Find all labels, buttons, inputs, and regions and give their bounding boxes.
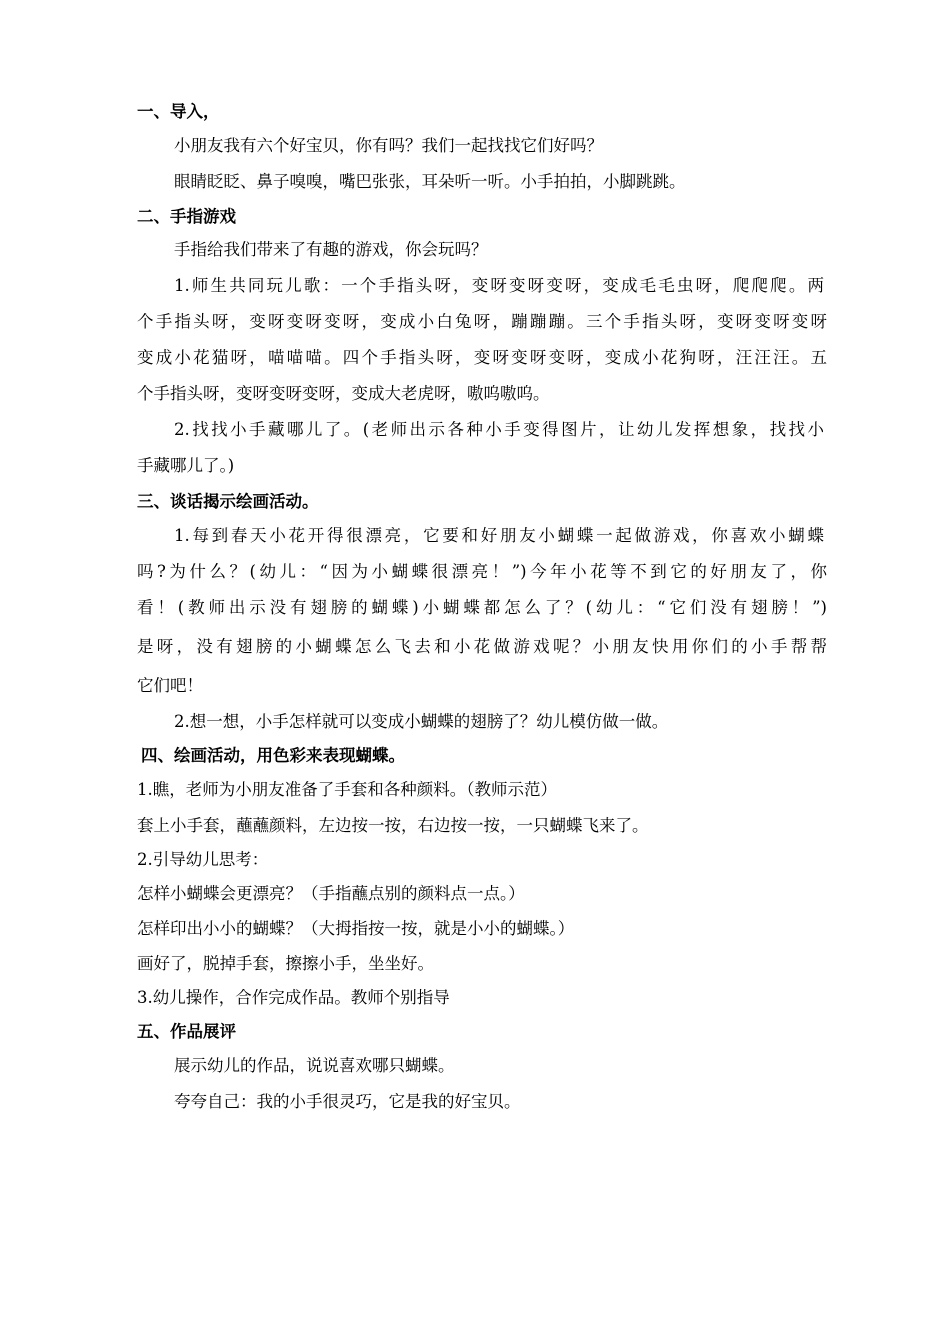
section-heading-talk: 三、谈话揭示绘画活动。: [137, 492, 319, 511]
paragraph-line: 个手指头呀，变呀变呀变呀，变成小白兔呀，蹦蹦蹦。三个手指头呀，变呀变呀变呀: [137, 312, 827, 331]
section-heading-showcase: 五、作品展评: [137, 1022, 236, 1041]
paragraph-line: 画好了，脱掉手套，擦擦小手，坐坐好。: [137, 954, 434, 973]
paragraph-line: 1.每到春天小花开得很漂亮，它要和好朋友小蝴蝶一起做游戏，你喜欢小蝴蝶: [174, 526, 824, 545]
paragraph-line: 1.师生共同玩儿歌：一个手指头呀，变呀变呀变呀，变成毛毛虫呀，爬爬爬。两: [174, 276, 824, 295]
paragraph-line: 看！(教师出示没有翅膀的蝴蝶)小蝴蝶都怎么了？(幼儿：“它们没有翅膀！”): [137, 598, 827, 617]
section-heading-painting: 四、绘画活动，用色彩来表现蝴蝶。: [141, 746, 405, 765]
paragraph-line: 2.找找小手藏哪儿了。(老师出示各种小手变得图片，让幼儿发挥想象，找找小: [174, 420, 824, 439]
paragraph-line: 2.想一想，小手怎样就可以变成小蝴蝶的翅膀了？幼儿模仿做一做。: [174, 712, 669, 731]
paragraph-line: 3.幼儿操作，合作完成作品。教师个别指导: [137, 988, 450, 1007]
section-heading-intro: 一、导入，: [137, 102, 220, 121]
paragraph-line: 夸夸自己：我的小手很灵巧，它是我的好宝贝。: [174, 1092, 521, 1111]
paragraph-line: 吗?为什么？(幼儿：“因为小蝴蝶很漂亮！”)今年小花等不到它的好朋友了，你: [137, 562, 827, 581]
paragraph-line: 手指给我们带来了有趣的游戏，你会玩吗？: [174, 240, 488, 259]
paragraph-line: 变成小花猫呀，喵喵喵。四个手指头呀，变呀变呀变呀，变成小花狗呀，汪汪汪。五: [137, 348, 827, 367]
paragraph-line: 2.引导幼儿思考：: [137, 850, 269, 869]
paragraph-line: 怎样印出小小的蝴蝶？（大拇指按一按，就是小小的蝴蝶。）: [137, 919, 575, 938]
section-heading-finger-game: 二、手指游戏: [137, 207, 236, 226]
paragraph-line: 小朋友我有六个好宝贝，你有吗？我们一起找找它们好吗？: [174, 136, 603, 155]
paragraph-line: 眼睛眨眨、鼻子嗅嗅，嘴巴张张，耳朵听一听。小手拍拍，小脚跳跳。: [174, 172, 686, 191]
paragraph-line: 套上小手套，蘸蘸颜料，左边按一按，右边按一按，一只蝴蝶飞来了。: [137, 816, 649, 835]
paragraph-line: 手藏哪儿了。): [137, 456, 235, 475]
paragraph-line: 展示幼儿的作品，说说喜欢哪只蝴蝶。: [174, 1056, 455, 1075]
paragraph-line: 怎样小蝴蝶会更漂亮？（手指蘸点别的颜料点一点。）: [137, 884, 525, 903]
paragraph-line: 它们吧！: [137, 676, 203, 695]
paragraph-line: 1.瞧，老师为小朋友准备了手套和各种颜料。（教师示范）: [137, 780, 557, 799]
paragraph-line: 是呀，没有翅膀的小蝴蝶怎么飞去和小花做游戏呢？小朋友快用你们的小手帮帮: [137, 637, 827, 656]
paragraph-line: 个手指头呀，变呀变呀变呀，变成大老虎呀，嗷呜嗷呜。: [137, 384, 550, 403]
